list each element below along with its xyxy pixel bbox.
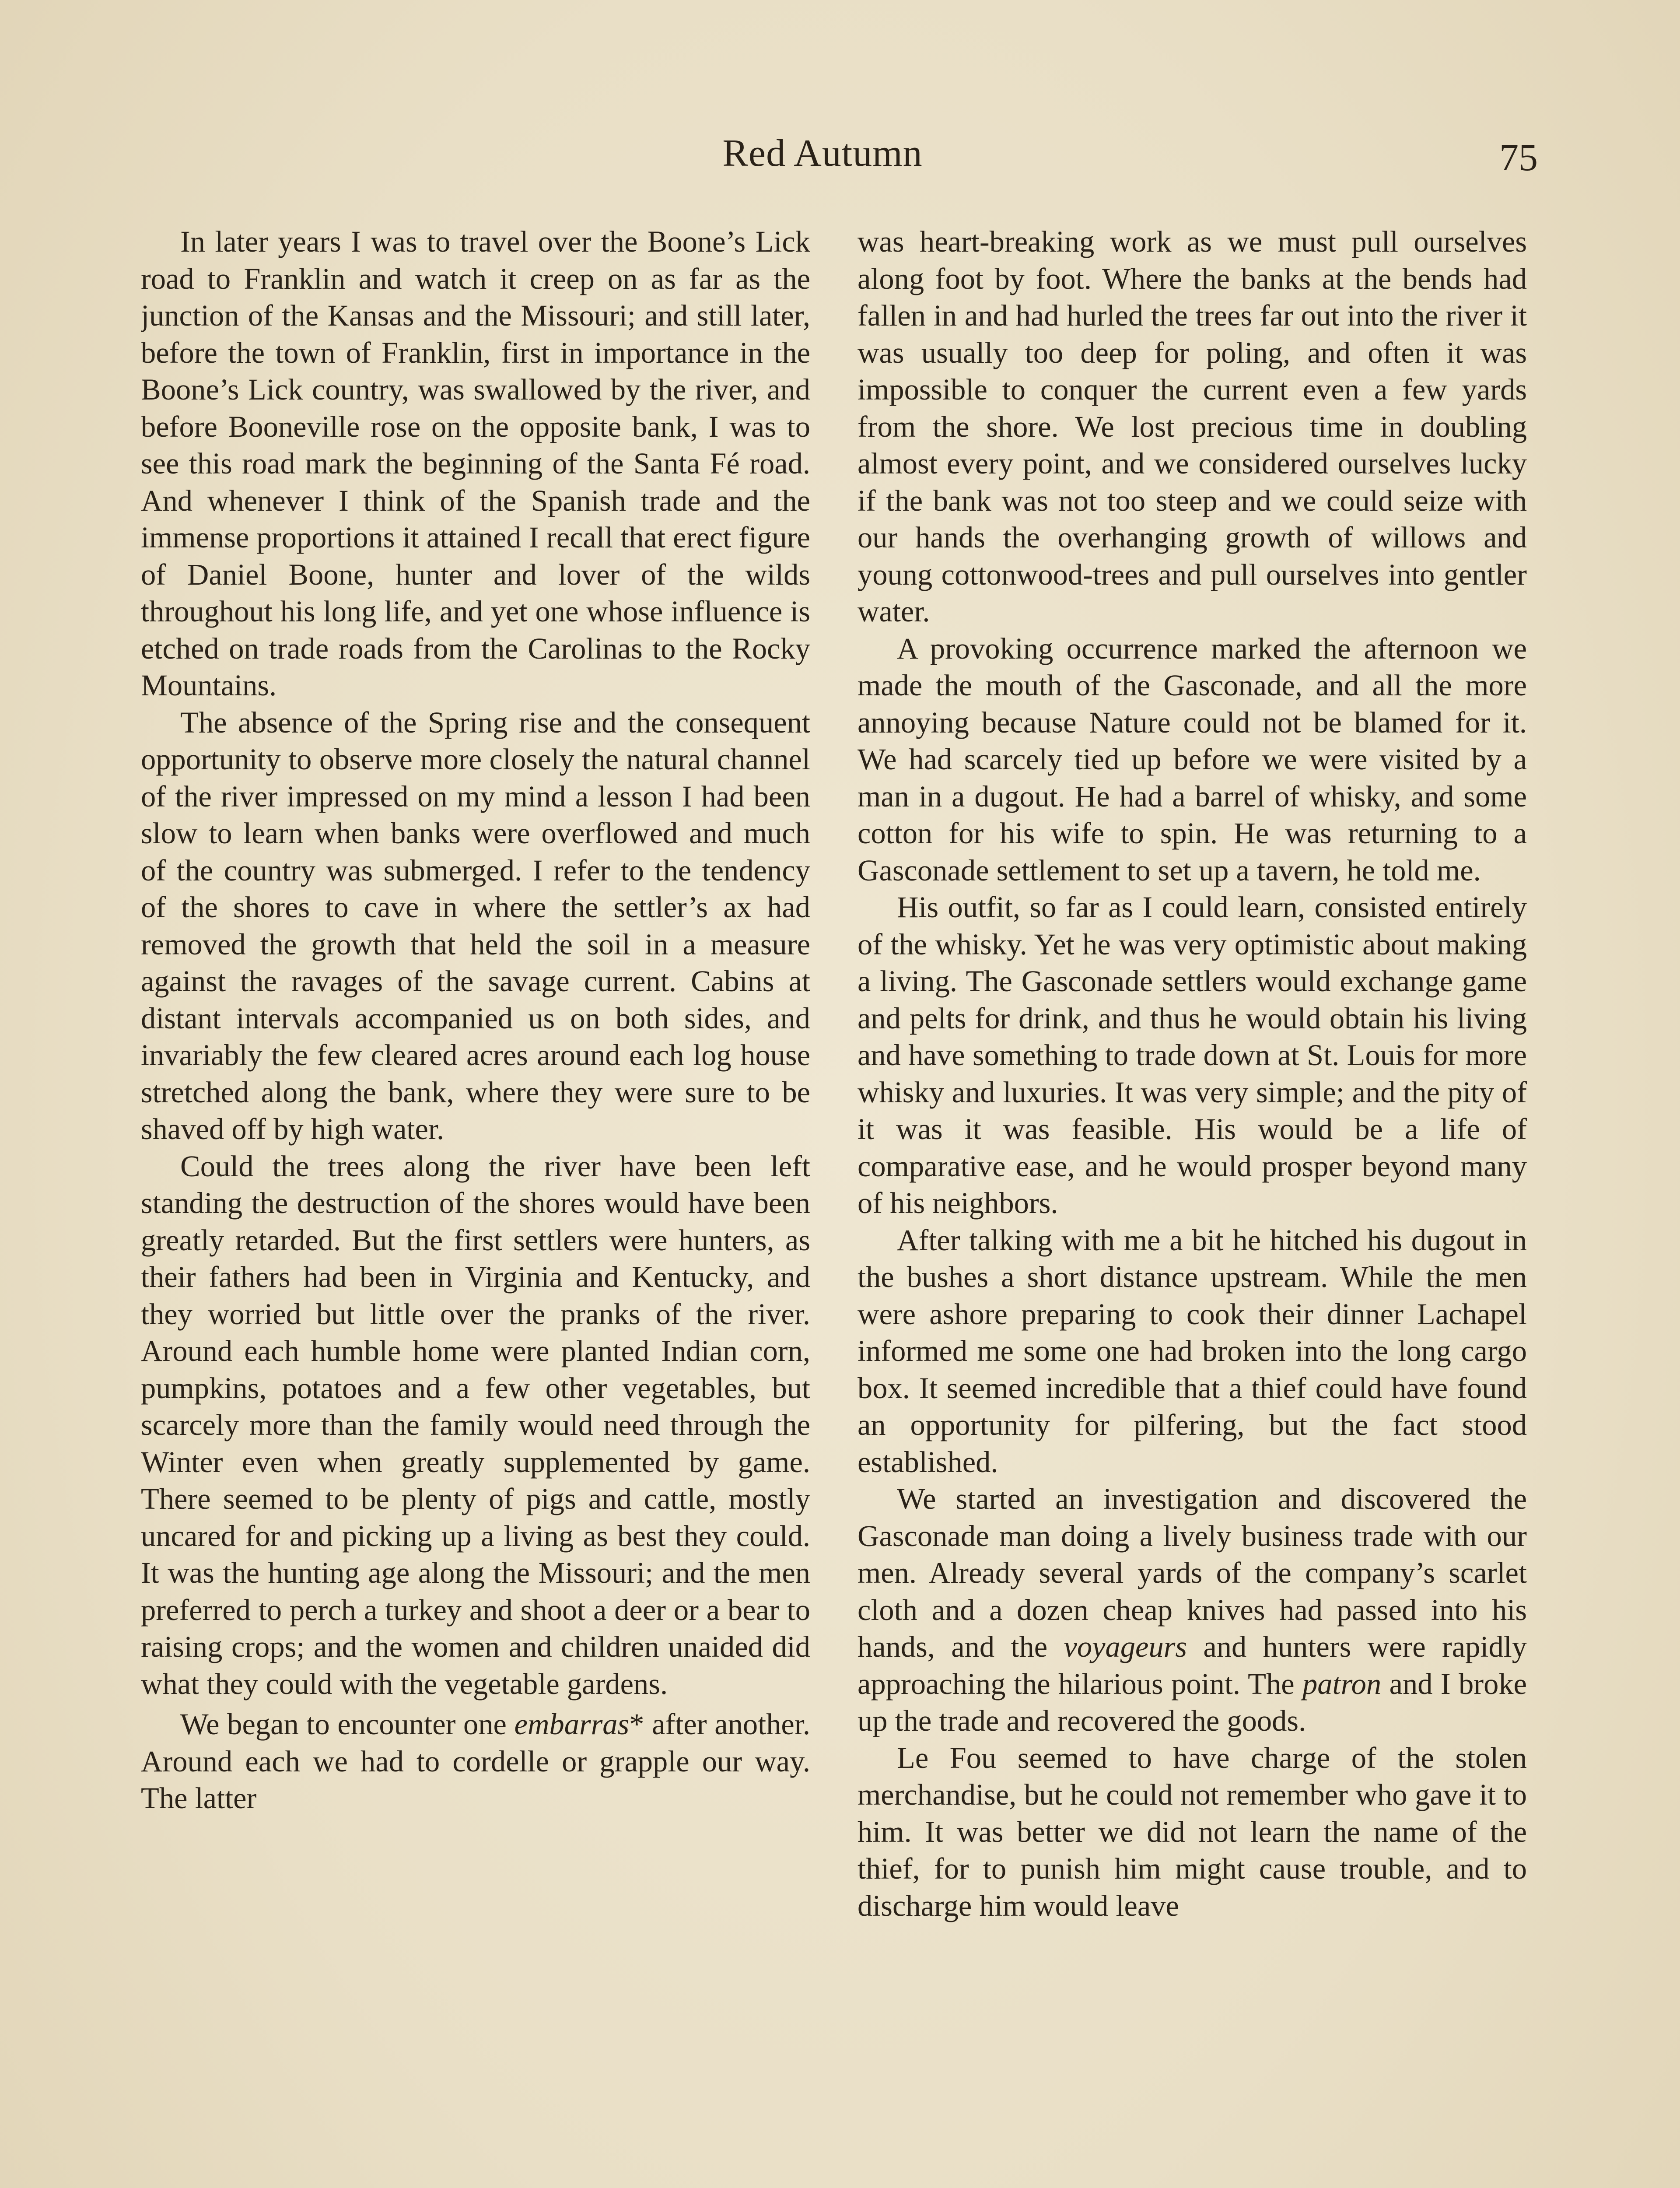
right-column [858, 223, 1527, 2188]
text-span: and I broke up the trade and recovered the goods. [858, 1667, 1527, 1737]
paragraph [141, 1706, 810, 1817]
paragraph: In later years I was to travel over the Boone’s Lick road to Franklin and watch it creep on as far as the junction of the Kansas and the Missouri; and still later, before the town of Franklin, first in importance in the Boone’s Lick country, was swallowed by the river, and before Booneville rose on the opposite bank, I was to see this road mark the beginning of the Santa Fé road. And whenever I think of the Spanish trade and the immense proportions it attained I recall that erect figure of Daniel Boone, hunter and lover of the wilds throughout his long life, and yet one whose influence is etched on trade roads from the Carolinas to the Rocky Mountains. [141, 225, 810, 702]
paragraph: Could the trees along the river have been left standing the destruction of the shores would have been greatly retarded. But the first settlers were hunters, as their fathers had been in Virginia and Kentucky, and they worried but little over the pranks of the river. Around each humble home were planted Indian corn, pumpkins, potatoes and a few other vegetables, but scarcely more than the family would need through the Winter even when greatly supplemented by game. There seemed to be plenty of pigs and cattle, mostly uncared for and picking up a living as best they could. It was the hunting age along the Missouri; and the men preferred to perch a turkey and shoot a deer or a bear to raising crops; and the women and children unaided did what they could with the vegetable gardens. [141, 1149, 810, 1701]
text-span: * after another. Around each we had to cordelle or grapple our way. The latter [141, 1708, 810, 1815]
running-title: Red Autumn [722, 132, 923, 175]
paragraph: A provoking occurrence marked the afternoon we made the mouth of the Gasconade, and all the more annoying because Nature could not be blamed for it. We had scarcely tied up before we were visited by a man in a dugout. He had a barrel of whisky, and some cotton for his wife to spin. He was returning to a Gasconade settlement to set up a tavern, he told me. [858, 631, 1527, 887]
paragraph [858, 1480, 1527, 1739]
paragraph: was heart-breaking work as we must pull ourselves along foot by foot. Where the banks at the bends had fallen in and had hurled the trees far out into the river it was usually too deep for poling, and often it was impossible to conquer the current even a few yards from the shore. We lost precious time in doubling almost every point, and we considered ourselves lucky if the bank was not too steep and we could seize with our hands the overhanging growth of willows and young cottonwood-trees and pull ourselves into gentler water. [858, 225, 1527, 628]
text-span: and hunters were rapidly approaching the hilarious point. The [858, 1630, 1527, 1701]
italic-term: patron [1302, 1667, 1382, 1701]
paragraph: His outfit, so far as I could learn, consisted entirely of the whisky. Yet he was very optimistic about making a living. The Gasconade settlers would exchange game and pelts for drink, and thus he would obtain his living and have something to trade down at St. Louis for more whisky and luxuries. It was very simple; and the pity of it was it was feasible. His would be a life of comparative ease, and he would prosper beyond many of his neighbors. [858, 891, 1527, 1220]
paragraph: After talking with me a bit he hitched his dugout in the bushes a short distance upstream. While the men were ashore preparing to cook their dinner Lachapel informed me some one had broken into the long cargo box. It seemed incredible that a thief could have found an opportunity for pilfering, but the fact stood established. [858, 1223, 1527, 1479]
italic-term: embarras [514, 1708, 630, 1741]
page-number: 75 [1499, 137, 1538, 179]
text-span: We began to encounter one [180, 1708, 514, 1741]
left-column [141, 223, 810, 2188]
text-span: We started an investigation and discovered the Gasconade man doing a lively business trade with our men. Already several yards of the company’s scarlet cloth and a dozen cheap knives had passed into his hands, and the [858, 1482, 1527, 1663]
paragraph: The absence of the Spring rise and the consequent opportunity to observe more closely the natural channel of the river impressed on my mind a lesson I had been slow to learn when banks were overflowed and much of the country was submerged. I refer to the tendency of the shores to cave in where the settler’s ax had removed the growth that held the soil in a measure against the ravages of the savage current. Cabins at distant intervals accompanied us on both sides, and invariably the few cleared acres around each log house stretched along the bank, where they were sure to be shaved off by high water. [141, 705, 810, 1146]
paragraph: Le Fou seemed to have charge of the stolen merchandise, but he could not remember who gave it to him. It was better we did not learn the name of the thief, for to punish him might cause trouble, and to discharge him would leave [858, 1741, 1527, 1922]
italic-term: voyageurs [1064, 1630, 1187, 1663]
